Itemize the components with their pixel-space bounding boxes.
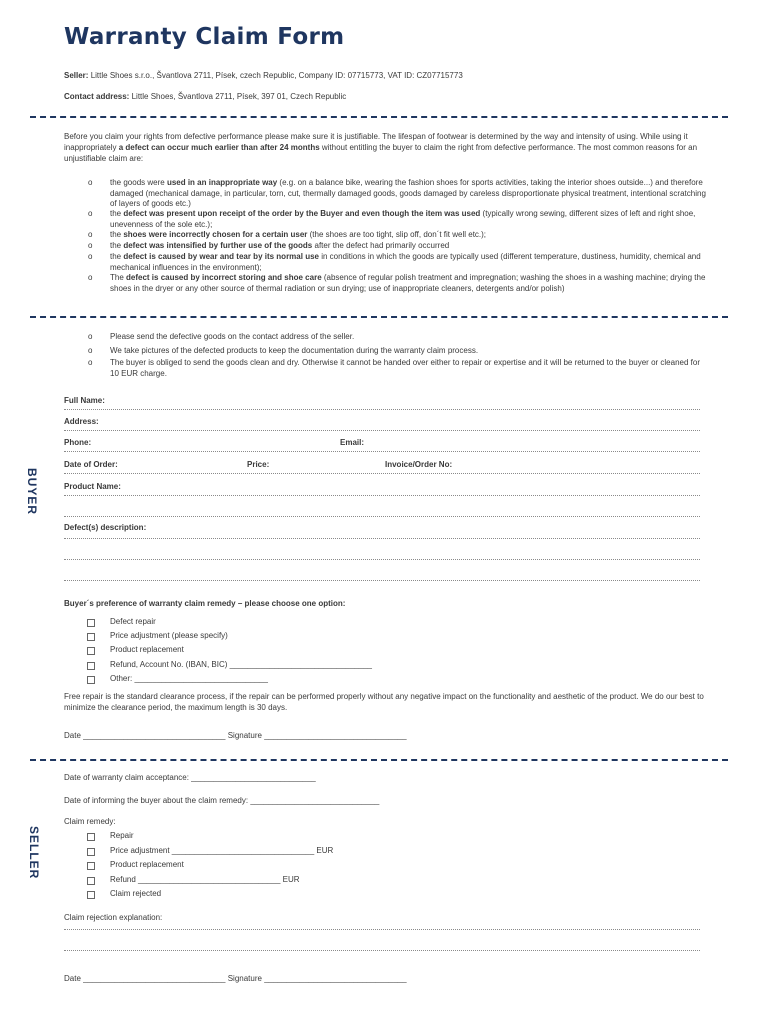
repair-note: Free repair is the standard clearance process, if the repair can be performed properly without any negative impact on the functionality and aesthetic of the product. We do our best to minimize the clearance period, the maximum length is 30 days. [64,692,704,712]
instruction-item: We take pictures of the defected products to keep the documentation during the warranty claim process. [110,346,479,355]
claim-remedy-label: Claim remedy: [64,817,116,826]
remedy-label: Repair [110,831,134,840]
price-label: Price: [247,460,270,469]
bullet-icon: o [88,230,93,239]
contact-text: Little Shoes, Švantlova 2711, Písek, 397 01, Czech Republic [131,92,347,101]
reason-item: the goods were used in an inappropriate way (e.g. on a balance bike, wearing the fashion shoes for sports activities, taking the interior shoes outside...) and therefore damaged (mechanical damage, in particular, torn, cut, thermally damaged goods, goods damaged by careless disproportionate physical treatment, intentional scratching of layers of goods etc.) [110,178,706,209]
reason-item: the defect was present upon receipt of the order by the Buyer and even though the item was used (typically wrong sewing, different sizes of left and right shoe, unevenness of the sole etc.); [110,209,696,229]
option-label: Product replacement [110,645,184,654]
phone-email-field[interactable] [64,451,700,452]
intro-text-2: without entitling the buyer to claim the right from defective performance. The most common reasons for an unjustifiable claim are: [64,143,698,163]
bullet-icon: o [88,332,93,341]
defects-field-3[interactable] [64,580,700,581]
remedy-checkbox[interactable] [87,891,95,899]
seller-date-signature: Date ________________________________ Signature ________________________________ [64,974,407,983]
section-separator [30,759,728,761]
remedy-checkbox[interactable] [87,862,95,870]
phone-label: Phone: [64,438,92,447]
bullet-icon: o [88,346,93,355]
preference-label: Buyer´s preference of warranty claim remedy – please choose one option: [64,599,346,608]
reason-item: the shoes were incorrectly chosen for a certain user (the shoes are too tight, slip off, don´t fit well etc.); [110,230,487,239]
remedy-label: Refund ________________________________ EUR [110,875,300,884]
contact-label: Contact address: [64,92,130,101]
defects-field-1[interactable] [64,538,700,539]
intro-paragraph [64,131,704,164]
rejection-field-1[interactable] [64,929,700,930]
seller-label: Seller: [64,71,89,80]
contact-info [64,91,346,102]
order-info-field[interactable] [64,473,700,474]
address-field[interactable] [64,430,700,431]
rejection-label: Claim rejection explanation: [64,913,163,922]
remedy-checkbox[interactable] [87,833,95,841]
option-label: Price adjustment (please specify) [110,631,228,640]
date-of-order-label: Date of Order: [64,460,118,469]
acceptance-date: Date of warranty claim acceptance: ____________________________ [64,773,316,782]
option-label: Refund, Account No. (IBAN, BIC) ________________________________ [110,660,372,669]
address-label: Address: [64,417,99,426]
defects-field-2[interactable] [64,559,700,560]
invoice-label: Invoice/Order No: [385,460,453,469]
option-checkbox[interactable] [87,619,95,627]
remedy-label: Price adjustment ________________________________ EUR [110,846,334,855]
product-name-label: Product Name: [64,482,121,491]
buyer-side-label: BUYER [25,468,39,516]
option-checkbox[interactable] [87,676,95,684]
remedy-checkbox[interactable] [87,877,95,885]
seller-info [64,70,463,81]
full-name-label: Full Name: [64,396,105,405]
option-label: Other: ______________________________ [110,674,268,683]
product-name-field-2[interactable] [64,516,700,517]
option-label: Defect repair [110,617,156,626]
instruction-item: Please send the defective goods on the contact address of the seller. [110,332,355,341]
remedy-label: Product replacement [110,860,184,869]
bullet-icon: o [88,358,93,367]
section-separator [30,116,728,118]
instruction-item: The buyer is obliged to send the goods clean and dry. Otherwise it cannot be handed over either to repair or expertise and it will be returned to the buyer or cleaned for 10 EUR charge. [110,358,700,378]
bullet-icon: o [88,209,93,218]
bullet-icon: o [88,178,93,187]
seller-text: Little Shoes s.r.o., Švantlova 2711, Písek, czech Republic, Company ID: 07715773, VAT ID: CZ07715773 [90,71,463,80]
reason-item: The defect is caused by incorrect storing and shoe care (absence of regular polish treatment and impregnation; washing the shoes in a washing machine; drying the shoes in the dryer or any other source of thermal radiation or sun drying; use of inappropriate cleaners, detergents and/or polish) [110,273,706,293]
bullet-icon: o [88,252,93,261]
reason-item: the defect was intensified by further use of the goods after the defect had primarily occurred [110,241,450,250]
informing-date: Date of informing the buyer about the claim remedy: _____________________________ [64,796,380,805]
rejection-field-2[interactable] [64,950,700,951]
bullet-icon: o [88,241,93,250]
remedy-label: Claim rejected [110,889,162,898]
option-checkbox[interactable] [87,662,95,670]
intro-bold: a defect can occur much earlier than after 24 months [118,143,320,152]
remedy-checkbox[interactable] [87,848,95,856]
section-separator [30,316,728,318]
product-name-field[interactable] [64,495,700,496]
buyer-date-signature: Date ________________________________ Signature ________________________________ [64,731,407,740]
intro-text-1: Before you claim your rights from defective performance please make sure it is justifiable. The lifespan of footwear is determined by the way and intensity of using. While using it inappropriately [64,132,688,152]
reason-item: the defect is caused by wear and tear by its normal use in conditions in which the goods are typically used (different temperature, dustiness, humidity, chemical and mechanical influences in the environment); [110,252,701,272]
email-label: Email: [340,438,365,447]
seller-side-label: SELLER [27,826,41,880]
page-title: Warranty Claim Form [64,24,345,50]
defects-label: Defect(s) description: [64,523,147,532]
option-checkbox[interactable] [87,647,95,655]
full-name-field[interactable] [64,409,700,410]
option-checkbox[interactable] [87,633,95,641]
bullet-icon: o [88,273,93,282]
